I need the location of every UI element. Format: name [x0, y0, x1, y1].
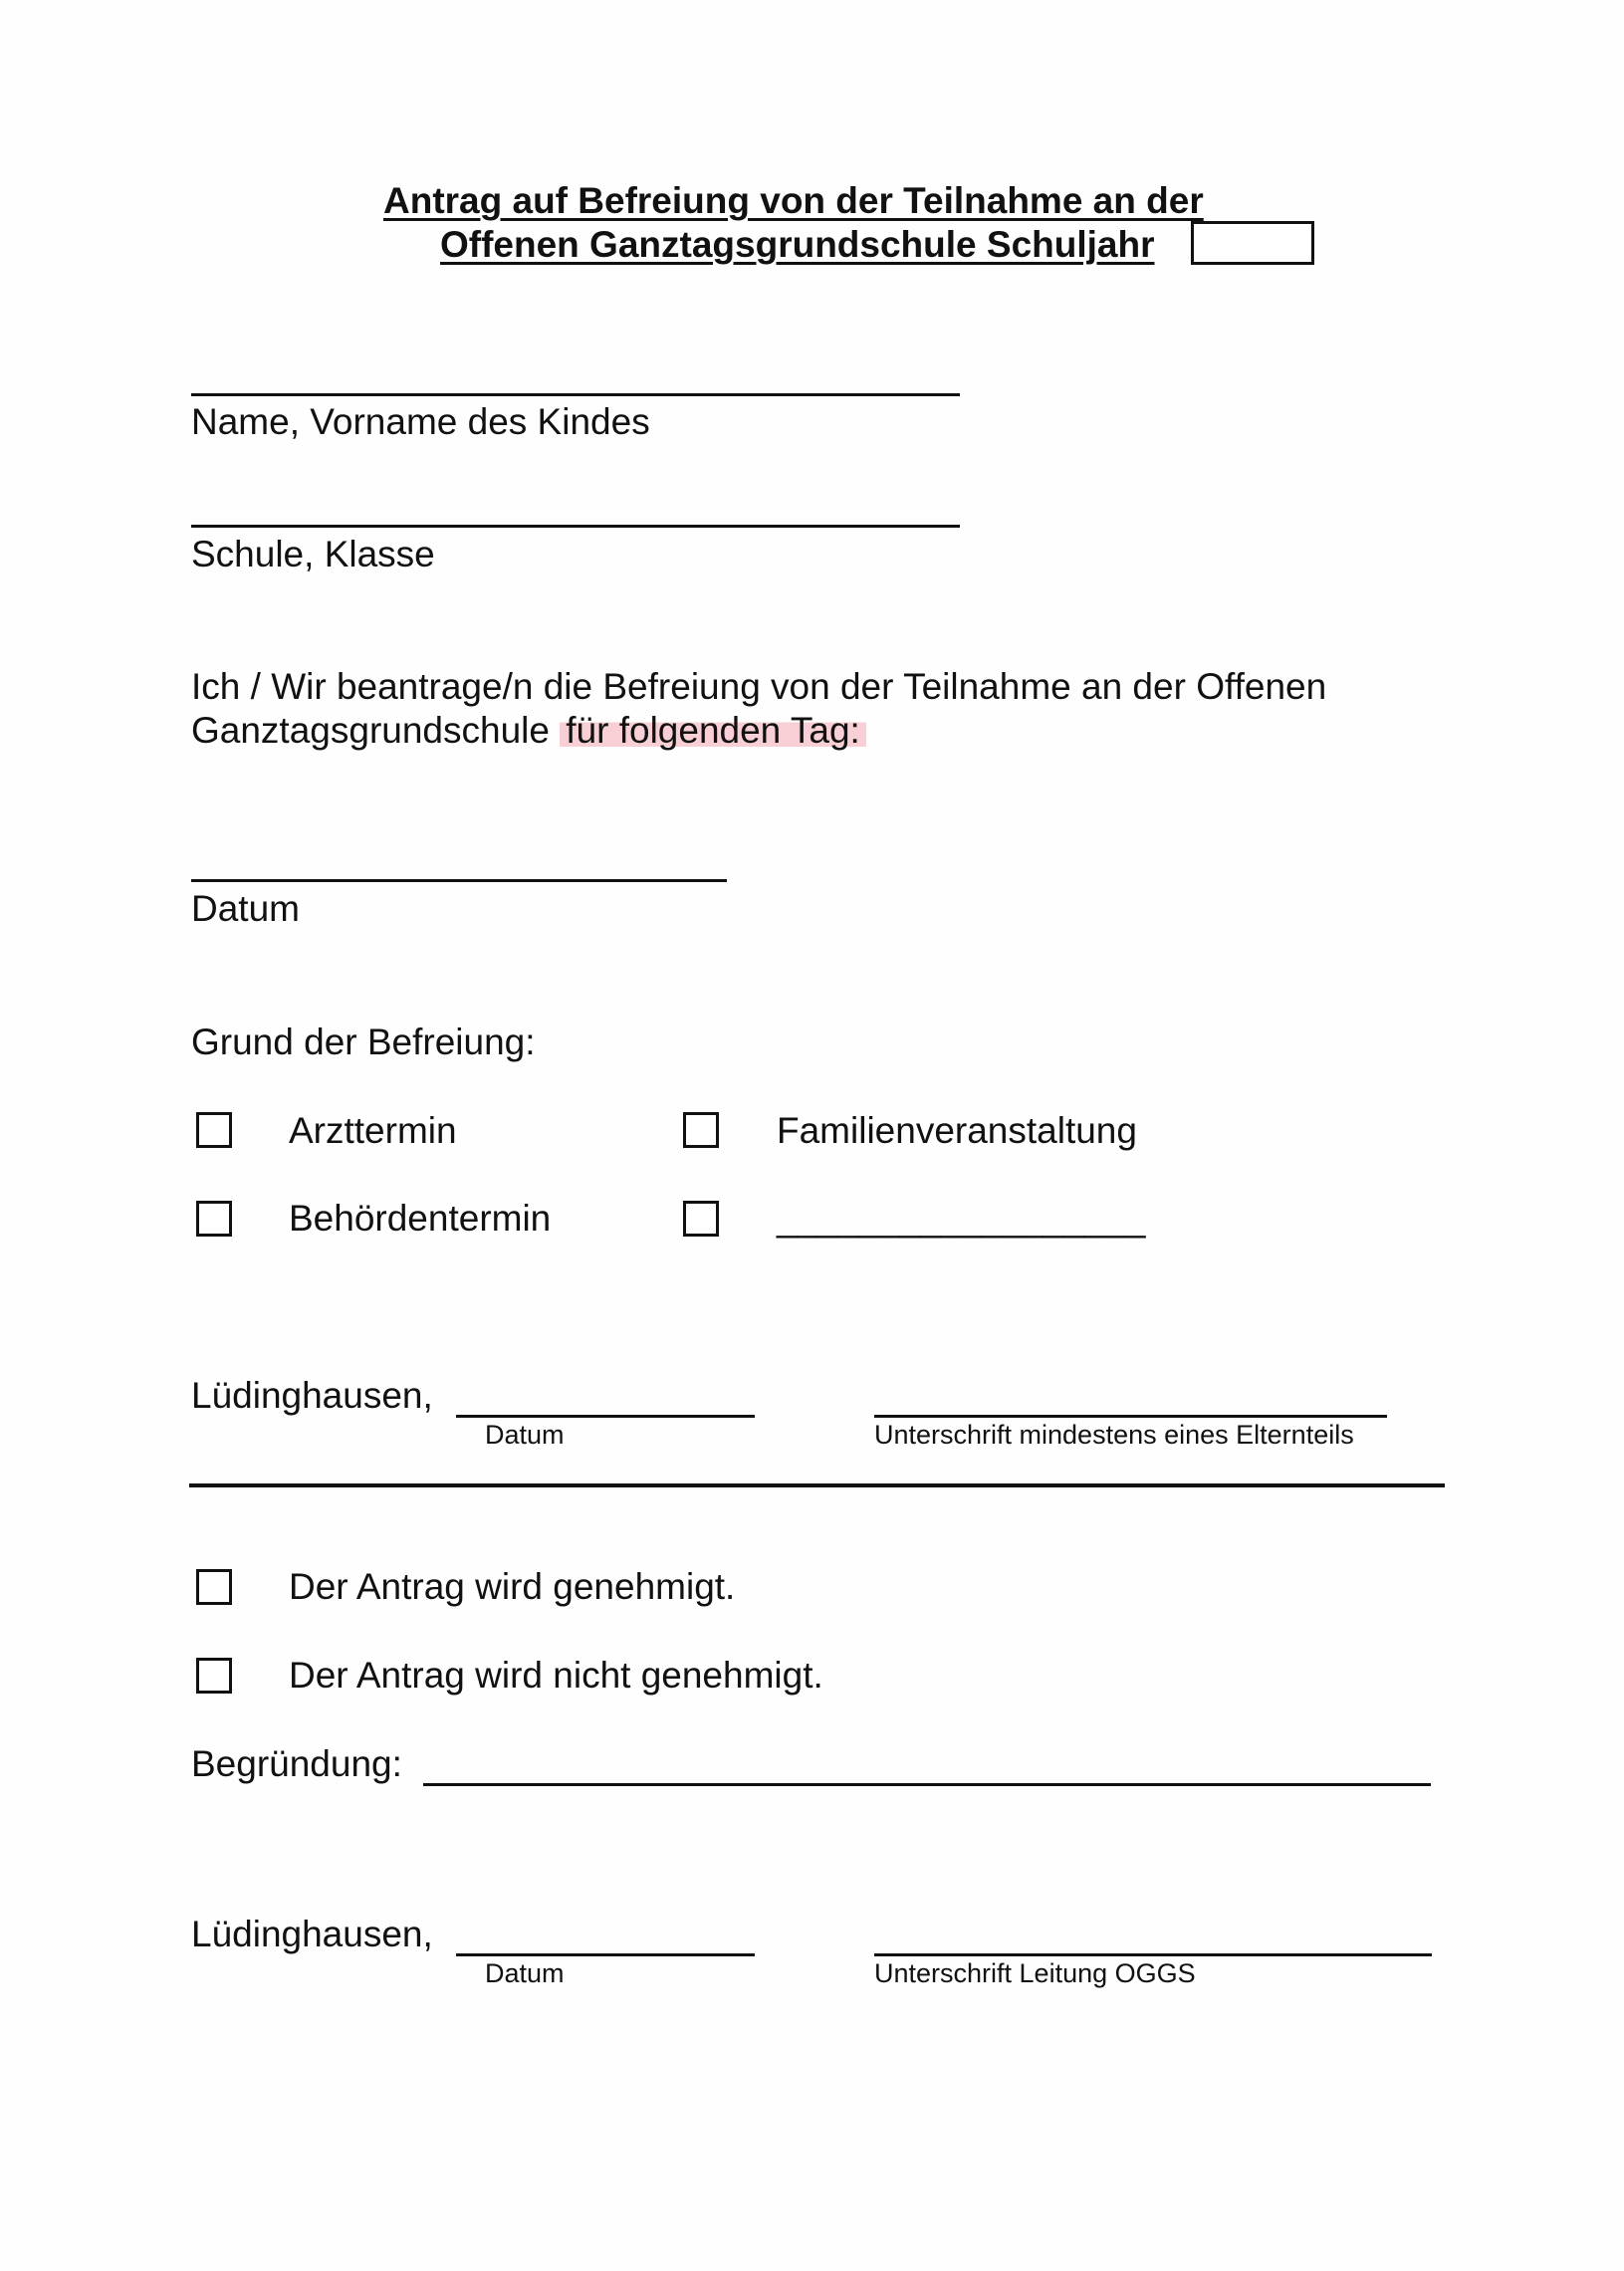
checkbox-approved[interactable] — [196, 1569, 232, 1605]
justification-line[interactable] — [423, 1783, 1431, 1786]
section-divider — [189, 1483, 1445, 1487]
checkbox-behoerdentermin[interactable] — [196, 1201, 232, 1237]
approved-label: Der Antrag wird genehmigt. — [289, 1566, 736, 1607]
date-label: Datum — [191, 888, 300, 929]
management-date-line[interactable] — [456, 1953, 755, 1956]
option-familienveranstaltung-label: Familienveranstaltung — [777, 1110, 1137, 1151]
management-date-caption: Datum — [485, 1958, 565, 1988]
child-name-label: Name, Vorname des Kindes — [191, 401, 650, 442]
parent-signature-caption: Unterschrift mindestens eines Elternteils — [874, 1420, 1354, 1450]
justification-label: Begründung: — [191, 1743, 402, 1784]
option-behoerdentermin-label: Behördentermin — [289, 1198, 552, 1239]
other-reason-blank[interactable]: __________________ — [777, 1198, 1146, 1239]
parent-date-line[interactable] — [456, 1415, 755, 1418]
school-year-input[interactable] — [1191, 221, 1314, 265]
checkbox-other-reason[interactable] — [683, 1201, 719, 1237]
management-signature-line[interactable] — [874, 1953, 1432, 1956]
request-text-line2-start: Ganztagsgrundschule — [191, 710, 561, 751]
management-signature-caption: Unterschrift Leitung OGGS — [874, 1958, 1196, 1988]
rejected-label: Der Antrag wird nicht genehmigt. — [289, 1655, 823, 1696]
checkbox-arzttermin[interactable] — [196, 1112, 232, 1148]
checkbox-familienveranstaltung[interactable] — [683, 1112, 719, 1148]
request-text-line2 — [191, 709, 866, 753]
reason-heading: Grund der Befreiung: — [191, 1022, 536, 1062]
highlighted-text: für folgenden Tag: — [560, 710, 866, 751]
form-title-line2: Offenen Ganztagsgrundschule Schuljahr — [440, 224, 1155, 265]
management-place-label: Lüdinghausen, — [191, 1914, 433, 1954]
checkbox-rejected[interactable] — [196, 1658, 232, 1694]
form-title-line1: Antrag auf Befreiung von der Teilnahme an der — [383, 180, 1204, 221]
parent-date-caption: Datum — [485, 1420, 565, 1450]
date-line[interactable] — [191, 879, 727, 882]
school-class-label: Schule, Klasse — [191, 534, 435, 574]
option-arzttermin-label: Arzttermin — [289, 1110, 457, 1151]
request-text-line1: Ich / Wir beantrage/n die Befreiung von der Teilnahme an der Offenen — [191, 666, 1327, 707]
parent-place-label: Lüdinghausen, — [191, 1375, 433, 1416]
parent-signature-line[interactable] — [874, 1415, 1387, 1418]
child-name-line[interactable] — [191, 393, 960, 396]
school-class-line[interactable] — [191, 525, 960, 528]
